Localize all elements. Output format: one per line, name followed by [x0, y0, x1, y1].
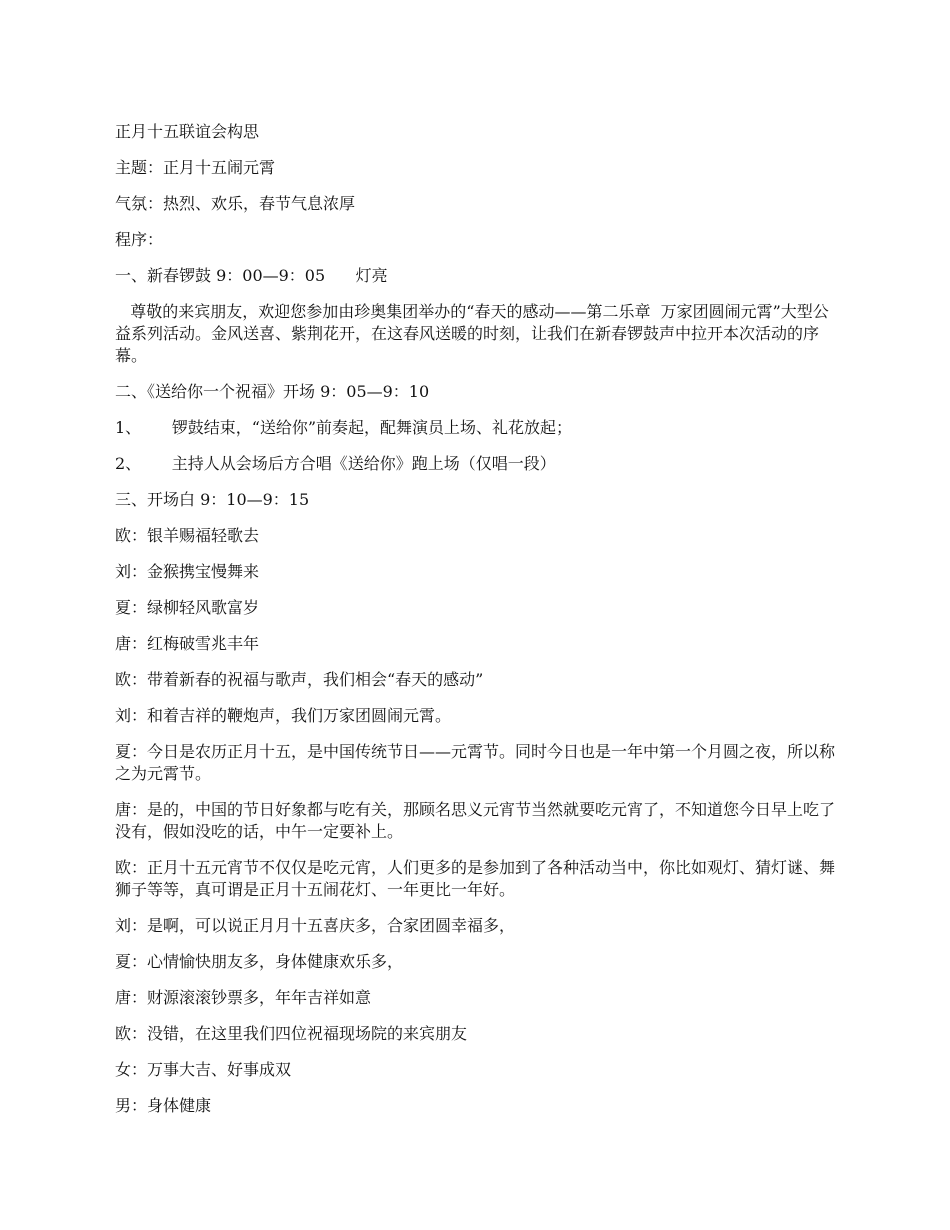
- dialogue-line: 刘：金猴携宝慢舞来: [115, 562, 260, 581]
- opening-paragraph: 尊敬的来宾朋友，欢迎您参加由珍奥集团举办的“春天的感动——第二乐章 万家团圆闹元霄”大型公益系列活动。金风送喜、紫荆花开，在这春风送暖的时刻，让我们在新春锣鼓声中拉开本次活动的序幕。: [115, 302, 829, 365]
- theme-line: 主题：正月十五闹元霄: [115, 158, 276, 177]
- dialogue-line: 唐：财源滚滚钞票多，年年吉祥如意: [115, 988, 372, 1007]
- program-heading: 程序：: [115, 230, 164, 249]
- dialogue-line: 欧：带着新春的祝福与歌声，我们相会“春天的感动”: [115, 670, 484, 689]
- document-body: [115, 121, 840, 1131]
- dialogue-line: 欧：银羊赐福轻歌去: [115, 526, 260, 545]
- dialogue-line: 刘：是啊，可以说正月月十五喜庆多，合家团圆幸福多，: [115, 916, 516, 935]
- section-2-item-1: 1、 锣鼓结束，“送给你”前奏起，配舞演员上场、礼花放起；: [115, 418, 573, 437]
- section-2-heading: 二、《送给你一个祝福》开场 9：05—9：10: [115, 382, 430, 401]
- section-2-item-2: 2、 主持人从会场后方合唱《送给你》跑上场（仅唱一段）: [115, 454, 556, 473]
- section-1-heading: 一、新春锣鼓 9：00—9：05 灯亮: [115, 266, 388, 285]
- dialogue-line: 刘：和着吉祥的鞭炮声，我们万家团圆闹元霄。: [115, 706, 452, 725]
- dialogue-line: 夏：绿柳轻风歌富岁: [115, 598, 260, 617]
- dialogue-line: 欧：正月十五元宵节不仅仅是吃元宵，人们更多的是参加到了各种活动当中，你比如观灯、猜灯谜、舞狮子等等，真可谓是正月十五闹花灯、一年更比一年好。: [115, 858, 836, 899]
- dialogue-line: 欧：没错，在这里我们四位祝福现场院的来宾朋友: [115, 1024, 468, 1043]
- atmosphere-line: 气氛：热烈、欢乐，春节气息浓厚: [115, 194, 356, 213]
- dialogue-line: 唐：是的，中国的节日好象都与吃有关，那顾名思义元宵节当然就要吃元宵了，不知道您今日早上吃了没有，假如没吃的话，中午一定要补上。: [115, 800, 836, 841]
- dialogue-line: 男：身体健康: [115, 1096, 212, 1115]
- document-title: 正月十五联谊会构思: [115, 122, 260, 141]
- dialogue-line: 夏：心情愉快朋友多，身体健康欢乐多，: [115, 952, 404, 971]
- dialogue-line: 唐：红梅破雪兆丰年: [115, 634, 260, 653]
- dialogue-line: 夏：今日是农历正月十五，是中国传统节日——元霄节。同时今日也是一年中第一个月圆之夜，所以称之为元霄节。: [115, 742, 836, 783]
- dialogue-line: 女：万事大吉、好事成双: [115, 1060, 292, 1079]
- section-3-heading: 三、开场白 9：10—9：15: [115, 490, 310, 509]
